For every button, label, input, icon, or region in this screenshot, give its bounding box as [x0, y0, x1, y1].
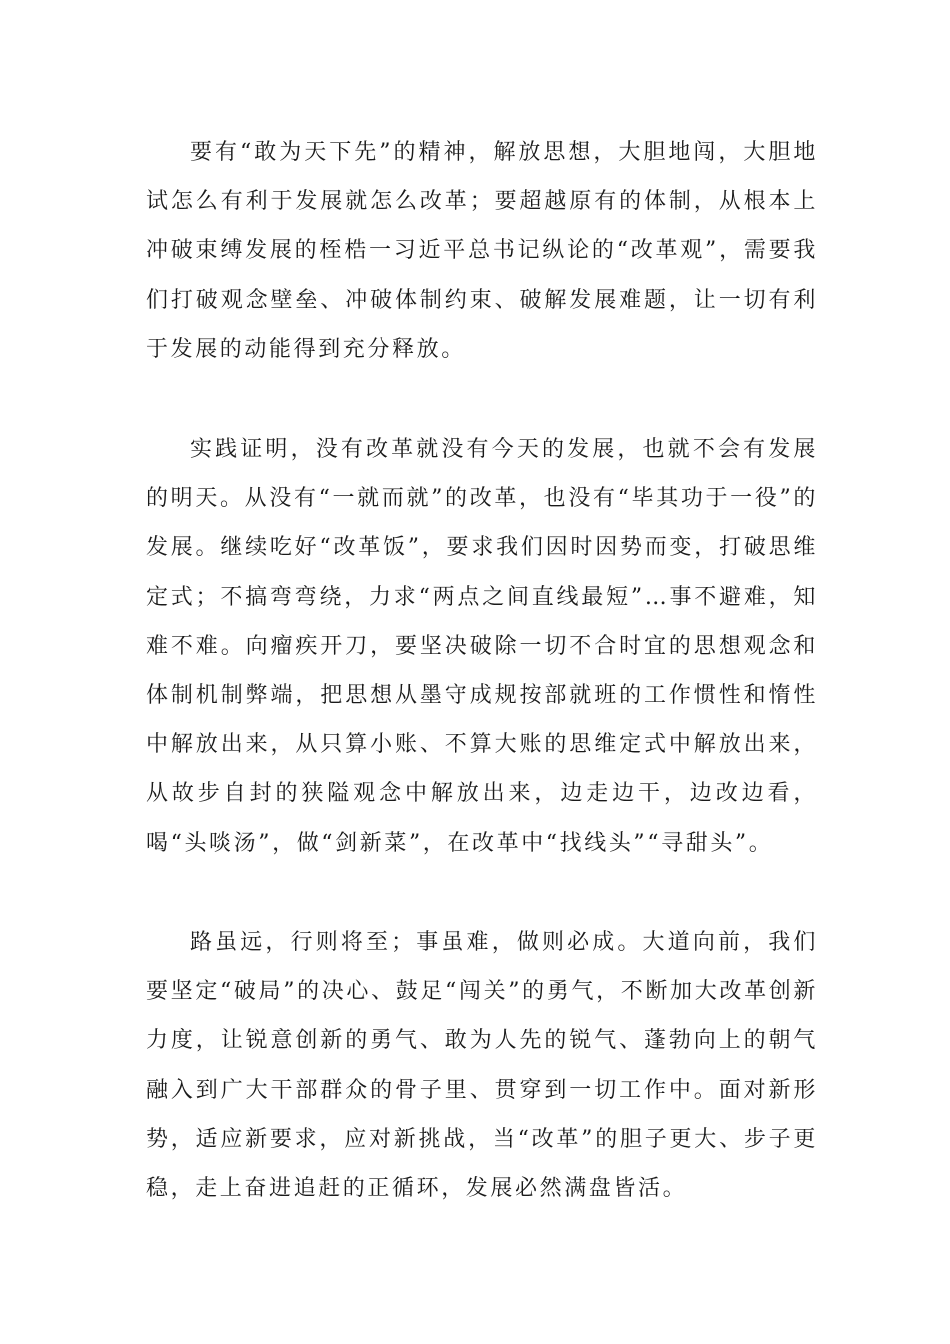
paragraph-road-ahead: 路虽远，行则将至；事虽难，做则必成。大道向前，我们要坚定“破局”的决心、鼓足“闯关”的勇气，不断加大改革创新力度，让锐意创新的勇气、敢为人先的锐气、蓬勃向上的朝气融入到广大干部群众的骨子里、贯穿到一切工作中。面对新形势，适应新要求，应对新挑战，当“改革”的胆子更大、步子更稳，走上奋进追赶的正循环，发展必然满盘皆活。	[146, 930, 818, 1202]
paragraph-reform-spirit: 要有“敢为天下先”的精神，解放思想，大胆地闯，大胆地试怎么有利于发展就怎么改革；要超越原有的体制，从根本上冲破束缚发展的桎梏一习近平总书记纵论的“改革观”，需要我们打破观念壁垒、冲破体制约束、破解发展难题，让一切有利于发展的动能得到充分释放。	[146, 140, 818, 362]
paragraph-practice-proves: 实践证明，没有改革就没有今天的发展，也就不会有发展的明天。从没有“一就而就”的改革，也没有“毕其功于一役”的发展。继续吃好“改革饭”，要求我们因时因势而变，打破思维定式；不搞弯弯绕，力求“两点之间直线最短”…事不避难，知难不难。向瘤疾开刀，要坚决破除一切不合时宜的思想观念和体制机制弊端，把思想从墨守成规按部就班的工作惯性和惰性中解放出来，从只算小账、不算大账的思维定式中解放出来，从故步自封的狭隘观念中解放出来，边走边干，边改边看，喝“头啖汤”，做“剑新菜”，在改革中“找线头”“寻甜头”。	[146, 437, 818, 856]
